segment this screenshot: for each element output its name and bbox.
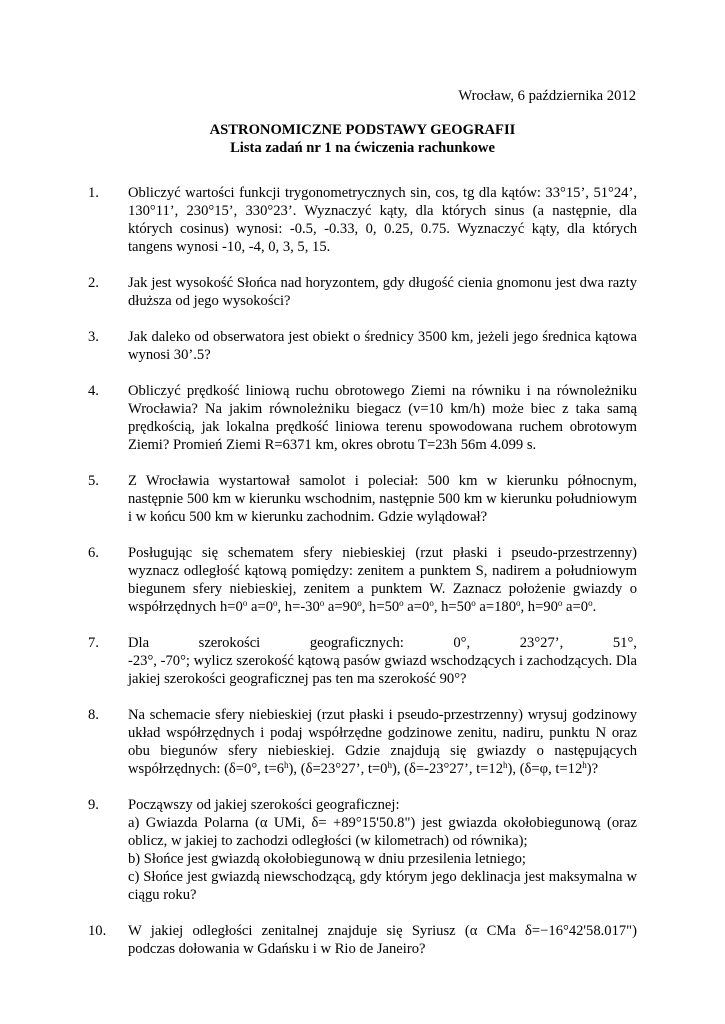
task-number: 2. <box>88 275 99 291</box>
coord-h: 50 <box>384 599 400 615</box>
hour-sup: h <box>387 760 392 770</box>
hour-sup: h <box>503 760 508 770</box>
task-number: 9. <box>88 797 99 813</box>
coord-h: 90 <box>543 599 558 615</box>
degree-sup: o <box>429 598 434 608</box>
coord-a: 90 <box>342 599 358 615</box>
coord-a: 0 <box>422 599 430 615</box>
document-date: Wrocław, 6 października 2012 <box>458 88 636 104</box>
task-number: 1. <box>88 185 99 201</box>
coord-h: -30 <box>300 599 320 615</box>
task-item <box>88 634 637 688</box>
task-text: Obliczyć prędkość liniową ruchu obrotowego Ziemi na równiku i na równoleżniku Wrocławia? Na jakim równoleżniku biegacz (v=10 km/h) może biec z taka samą prędkością, jak lokalna prędkość liniowa terenu spowodowana ruchem obrotowym Ziemi? Promień Ziemi R=6371 km, okres obrotu T=23h 56m 4.099 s. <box>128 383 637 453</box>
task-text: Obliczyć wartości funkcji trygonometrycznych sin, cos, tg dla kątów: 33°15’, 51°24’, 130°11’, 230°15’, 330°23’. Wyznaczyć kąty, dla których sinus (a następnie, dla których cosinus) wynosi: -0.5, -0.33, 0, 0.25, 0.75. Wyznaczyć kąty, dla których tangens wynosi -10, -4, 0, 3, 5, 15. <box>128 185 637 255</box>
task-item <box>88 382 637 454</box>
coord-a: 0 <box>580 599 589 615</box>
task-text-body: Na schemacie sfery niebieskiej (rzut płaski i pseudo-przestrzenny) wrysuj godzinowy układ współrzędnych i podaj współrzędne godzinowe zenitu, nadiru, punktu N oraz obu biegunów sfery niebieskiej. Gdzie znajdują się gwiazdy o następujących współrzędnych: <box>128 707 637 777</box>
degree-sup: o <box>588 598 593 608</box>
star-coord: (δ=-23°27’, t=12 <box>404 761 504 777</box>
degree-sup: o <box>357 598 362 608</box>
task-text: Z Wrocławia wystartował samolot i poleciał: 500 km w kierunku północnym, następnie 500 km w kierunku wschodnim, następnie 500 km w kierunku południowym i w końcu 500 km w kierunku zachodnim. Gdzie wylądował? <box>128 473 637 525</box>
task-number: 5. <box>88 473 99 489</box>
task-item <box>88 274 637 310</box>
document-title: ASTRONOMICZNE PODSTAWY GEOGRAFII <box>209 122 516 138</box>
task-number: 7. <box>88 635 99 651</box>
task-text: Jak jest wysokość Słońca nad horyzontem, gdy długość cienia gnomonu jest dwa razty dłuższa od jego wysokości? <box>128 275 637 309</box>
coord-a: 180 <box>494 599 516 615</box>
degree-sup: o <box>242 598 248 608</box>
degree-sup: o <box>399 598 404 608</box>
task-text: W jakiej odległości zenitalnej znajduje się Syriusz (α CMa δ=−16°42'58.017") podczas dołowania w Gdańsku i w Rio de Janeiro? <box>128 923 637 957</box>
task-text: Jak daleko od obserwatora jest obiekt o średnicy 3500 km, jeżeli jego średnica kątowa wynosi 30’.5? <box>128 329 637 363</box>
degree-sup: o <box>319 598 325 608</box>
task-number: 3. <box>88 329 99 345</box>
word: geograficznych: <box>309 635 404 651</box>
hour-sup: h <box>284 760 289 770</box>
task-number: 4. <box>88 383 99 399</box>
word: 51°, <box>612 635 637 651</box>
task-text <box>128 634 637 688</box>
task-item <box>88 184 637 256</box>
task-list <box>88 184 637 976</box>
task-text <box>128 796 637 904</box>
task-item <box>88 472 637 526</box>
word: Dla <box>128 635 150 651</box>
task-text-rest: -23°, -70°; wylicz szerokość kątową pasów gwiazd wschodzących i zachodzących. Dla jakiej szerokości geograficznej pas ten ma szerokość 90°? <box>128 653 637 687</box>
task-text: Na schemacie sfery niebieskiej (rzut płaski i pseudo-przestrzenny) wrysuj godzinowy układ współrzędnych i podaj współrzędne godzinowe zenitu, nadiru, punktu N oraz obu biegunów sfery niebieskiej. Gdzie znajdują się gwiazdy o następujących współrzędnych: (δ=0°, $t=6^h$), (δ=23°27’, $t=0^h$), (δ=-23°27’, $t=12^h$), (δ=φ, $t=12^h$)? <box>128 707 637 777</box>
document-subtitle: Lista zadań nr 1 na ćwiczenia rachunkowe <box>230 140 495 156</box>
star-coord-close: ) <box>507 761 513 777</box>
task-item <box>88 544 637 616</box>
task-item <box>88 706 637 778</box>
degree-sup: o <box>557 598 563 608</box>
task-number: 6. <box>88 545 99 561</box>
star-coord: (δ=0°, t=6 <box>224 761 285 777</box>
word: szerokości <box>198 635 261 651</box>
task-item <box>88 922 637 958</box>
task-item <box>88 796 637 904</box>
task-line: b) Słońce jest gwiazdą okołobiegunową w dniu przesilenia letniego; <box>128 851 526 867</box>
word: 23°27’, <box>519 635 564 651</box>
task-item <box>88 328 637 364</box>
star-coord-close: ) <box>391 761 397 777</box>
task-text-body: Posługując się schematem sfery niebieskiej (rzut płaski i pseudo-przestrzenny) wyznacz odległość kątową pomiędzy: zenitem a punktem S, nadirem a południowym biegunem sfery niebieskiej, zenitem a punktem W. Zaznacz położenie gwiazdy o współrzędnych h=0 <box>128 545 637 615</box>
star-coord-close: )? <box>586 761 599 777</box>
degree-sup: o <box>515 598 521 608</box>
hour-sup: h <box>582 760 587 770</box>
task-first-line <box>128 634 637 652</box>
degree-sup: o <box>471 598 476 608</box>
coord-a: 0 <box>265 599 273 615</box>
star-coord-close: ) <box>288 761 294 777</box>
degree-sup: o <box>272 598 278 608</box>
task-number: 10. <box>88 923 107 939</box>
task-text: Posługując się schematem sfery niebieskiej (rzut płaski i pseudo-przestrzenny) wyznacz odległość kątową pomiędzy: zenitem a punktem S, nadirem a południowym biegunem sfery niebieskiej, zenitem a punktem W. Zaznacz położenie gwiazdy o współrzędnych $h=0^o$ $a=0^o$, $h=-30^o$ $a=90^o$, $h=50^o$ $a=0^o$, $h=50^o$ $a=180^o$, $h=90^o$ $a=0^o$. <box>128 545 637 615</box>
task-line: a) Gwiazda Polarna (α UMi, δ= +89°15'50.8") jest gwiazda okołobiegunową (oraz oblicz, w jakiej to zachodzi odległości (w kilometrach) od równika); <box>128 815 637 849</box>
star-coord: (δ=φ, t=12 <box>519 761 583 777</box>
word: 0°, <box>453 635 471 651</box>
coord-h: 50 <box>456 599 472 615</box>
task-number: 8. <box>88 707 99 723</box>
task-line: c) Słońce jest gwiazdą niewschodzącą, gdy którym jego deklinacja jest maksymalna w ciągu roku? <box>128 869 637 903</box>
task-line: Począwszy od jakiej szerokości geograficznej: <box>128 797 400 813</box>
star-coord: (δ=23°27’, t=0 <box>300 761 388 777</box>
